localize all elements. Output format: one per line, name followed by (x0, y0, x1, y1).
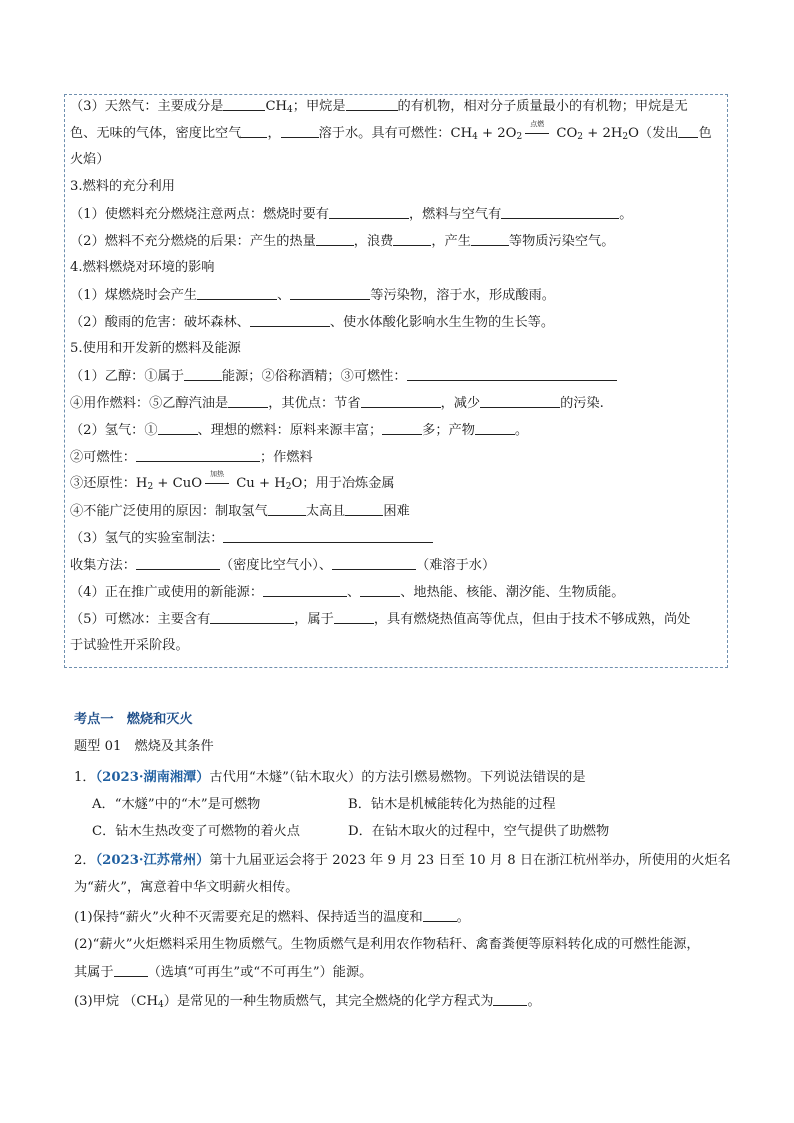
blank (334, 609, 374, 624)
hydrogen-lab-line: （3）氢气的实验室制法： (70, 528, 433, 549)
ethanol-line-2: ④用作燃料：⑤乙醇汽油是 ，其优点：节省 ，减少 的污染. (70, 393, 604, 414)
environment-line-1: （1）煤燃烧时会产生 、 等污染物，溶于水，形成酸雨。 (70, 285, 555, 306)
full-use-line-2: （2）燃料不充分燃烧的后果：产生的热量 ，浪费 ，产生 等物质污染空气。 (70, 231, 614, 252)
blank (501, 204, 619, 219)
heading-4: 4.燃料燃烧对环境的影响 (70, 260, 215, 275)
blank (223, 528, 433, 543)
natural-gas-line-3: 火焰） (70, 152, 110, 167)
question-2-part-2b: 其属于 （选填“可再生”或“不可再生”）能源。 (74, 962, 372, 983)
hydrogen-line-2: ②可燃性： ；作燃料 (70, 447, 313, 468)
question-1-stem: 1．（2023·湖南湘潭）古代用“木燧”（钻木取火）的方法引燃易燃物。下列说法错误的是 (74, 770, 586, 785)
heading-3: 3.燃料的充分利用 (70, 179, 175, 194)
section-title: 考点一 燃烧和灭火 (74, 712, 193, 727)
environment-line-2: （2）酸雨的危害：破坏森林、 、使水体酸化影响水生生物的生长等。 (70, 312, 554, 333)
blank (158, 420, 198, 435)
question-2-stem-1: 2．（2023·江苏常州）第十九届亚运会将于 2023 年 9 月 23 日至 10 月 8 日在浙江杭州举办，所使用的火炬名 (74, 853, 731, 868)
full-use-line-1: （1）使燃料充分燃烧注意两点：燃烧时要有 ，燃料与空气有 。 (70, 204, 632, 225)
blank (471, 231, 509, 246)
blank (281, 123, 319, 138)
blank (290, 285, 370, 300)
combustible-ice-line-2: 于试验性开采阶段。 (70, 638, 189, 653)
blank (332, 555, 416, 570)
collection-line: 收集方法： （密度比空气小）、 （难溶于水） (70, 555, 495, 576)
answer-blank[interactable] (493, 991, 527, 1006)
heading-5: 5.使用和开发新的燃料及能源 (70, 341, 241, 356)
blank (678, 123, 698, 138)
blank (475, 420, 515, 435)
reaction-arrow: 加热 (202, 477, 232, 491)
blank (184, 366, 222, 381)
answer-blank[interactable] (114, 962, 148, 977)
blank (228, 393, 268, 408)
blank (136, 447, 260, 462)
natural-gas-line-1: （3）天然气：主要成分是 $CH_4$；甲烷是 的有机物，相对分子质量最小的有机物；甲烷是无 (70, 96, 688, 117)
combustible-ice-line-1: （5）可燃冰：主要含有 ，属于 ，具有燃烧热值高等优点，但由于技术不够成熟，尚处 (70, 609, 690, 630)
blank (407, 366, 617, 381)
question-1-option-b[interactable]: B．钻木是机械能转化为热能的过程 (348, 797, 556, 812)
question-1-option-d[interactable]: D．在钻木取火的过程中，空气提供了助燃物 (348, 824, 610, 839)
blank (360, 582, 400, 597)
blank (480, 393, 560, 408)
question-1-option-a[interactable]: A．“木燧”中的“木”是可燃物 (92, 797, 261, 812)
blank (346, 96, 398, 111)
blank (136, 555, 220, 570)
blank (263, 582, 347, 597)
blank (223, 96, 265, 111)
blank (382, 420, 422, 435)
ethanol-line-1: （1）乙醇：①属于 能源；②俗称酒精；③可燃性： (70, 366, 617, 387)
blank (393, 231, 431, 246)
natural-gas-line-2: 色、无味的气体，密度比空气 ， 溶于水。具有可燃性：$CH_4 + 2O_2$ 点燃 $CO_2 + 2H_2O$（发出 色 (70, 119, 712, 142)
hydrogen-line-4: ④不能广泛使用的原因：制取氢气 太高且 困难 (70, 501, 410, 522)
hydrogen-line-1: （2）氢气：① 、理想的燃料：原料来源丰富； 多；产物 。 (70, 420, 528, 441)
question-2-part-2a: (2)“薪火”火炬燃料采用生物质燃气。生物质燃气是利用农作物秸秆、禽畜粪便等原料转化成的可燃性能源， (74, 937, 700, 952)
blank (361, 393, 441, 408)
blank (316, 231, 354, 246)
answer-blank[interactable] (423, 907, 457, 922)
blank (210, 609, 294, 624)
hydrogen-line-3: ③还原性：$H_2$ + CuO 加热 $Cu + H_2O$；用于冶炼金属 (70, 469, 395, 492)
blank (329, 204, 409, 219)
blank (241, 123, 267, 138)
blank (345, 501, 383, 516)
question-2-part-1: (1)保持“薪火”火种不灭需要充足的燃料、保持适当的温度和 。 (74, 907, 470, 928)
blank (268, 501, 306, 516)
question-1-option-c[interactable]: C．钻木生热改变了可燃物的着火点 (92, 824, 300, 839)
question-type-title: 题型 01 燃烧及其条件 (74, 739, 214, 754)
question-2-stem-2: 为“薪火”，寓意着中华文明薪火相传。 (74, 880, 299, 895)
question-2-part-3: (3)甲烷 $(CH_4)$是常见的一种生物质燃气，其完全燃烧的化学方程式为 。 (74, 991, 541, 1012)
blank (197, 285, 277, 300)
new-energy-line: （4）正在推广或使用的新能源： 、 、地热能、核能、潮汐能、生物质能。 (70, 582, 624, 603)
blank (250, 312, 330, 327)
reaction-arrow: 点燃 (522, 127, 552, 141)
